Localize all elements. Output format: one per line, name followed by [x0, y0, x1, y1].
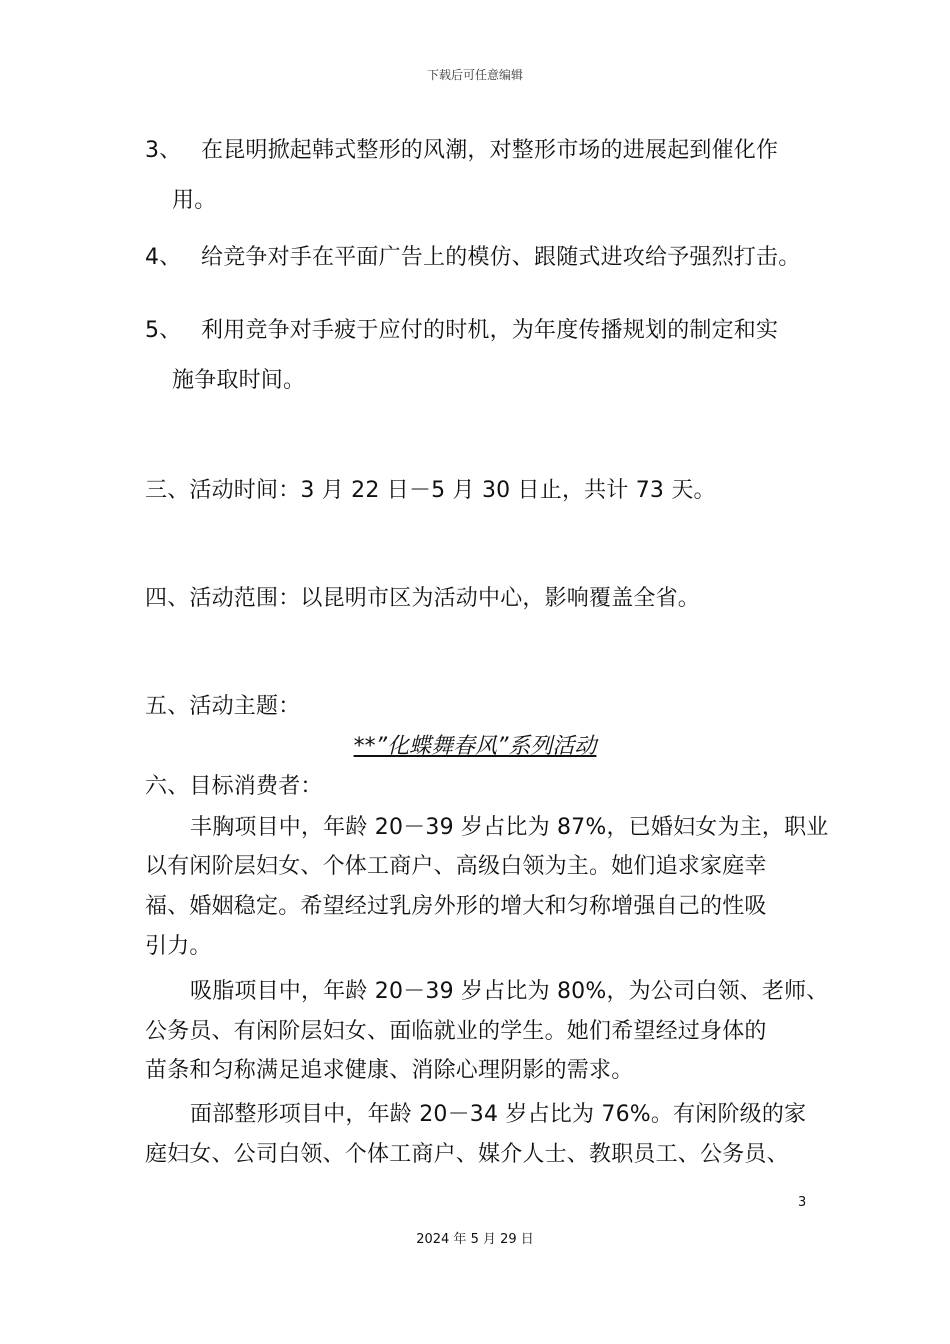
paragraph-liposuction-line: 苗条和匀称满足追求健康、消除心理阴影的需求。 [145, 1058, 634, 1083]
paragraph-breast-line: 以有闲阶层妇女、个体工商户、高级白领为主。她们追求家庭幸 [145, 854, 767, 879]
page-header: 下载后可任意编辑 [426, 68, 523, 82]
paragraph-liposuction-line: 吸脂项目中，年龄 20－39 岁占比为 80%，为公司白领、老师、 [190, 979, 829, 1004]
list-text: 给竞争对手在平面广告上的模仿、跟随式进攻给予强烈打击。 [201, 245, 801, 270]
paragraph-liposuction-line: 公务员、有闲阶层妇女、面临就业的学生。她们希望经过身体的 [145, 1019, 767, 1044]
list-item-5 [145, 316, 778, 346]
activity-theme-title: **”化蝶舞春风”系列活动 [353, 734, 597, 759]
footer-date: 2024 年 5 月 29 日 [416, 1232, 534, 1247]
list-number: 3、 [145, 138, 182, 163]
paragraph-breast-line: 福、婚姻稳定。希望经过乳房外形的增大和匀称增强自己的性吸 [145, 894, 767, 919]
section-target-heading: 六、目标消费者： [145, 774, 323, 799]
list-item-5-continuation: 施争取时间。 [172, 368, 306, 393]
paragraph-breast-line: 引力。 [145, 934, 212, 959]
list-item-3-continuation: 用。 [172, 188, 217, 213]
list-number: 4、 [145, 245, 182, 270]
list-item-4 [145, 243, 800, 273]
page-number: 3 [798, 1195, 807, 1210]
list-item-3 [145, 136, 778, 166]
paragraph-breast-line: 丰胸项目中，年龄 20－39 岁占比为 87%，已婚妇女为主，职业 [190, 815, 829, 840]
list-text: 利用竞争对手疲于应付的时机，为年度传播规划的制定和实 [201, 318, 779, 343]
list-number: 5、 [145, 318, 182, 343]
section-activity-time: 三、活动时间：3 月 22 日－5 月 30 日止，共计 73 天。 [145, 478, 716, 503]
paragraph-facial-line: 面部整形项目中，年龄 20－34 岁占比为 76%。有闲阶级的家 [190, 1102, 807, 1127]
section-activity-scope: 四、活动范围：以昆明市区为活动中心，影响覆盖全省。 [145, 586, 701, 611]
list-text: 在昆明掀起韩式整形的风潮，对整形市场的进展起到催化作 [201, 138, 779, 163]
paragraph-facial-line: 庭妇女、公司白领、个体工商户、媒介人士、教职员工、公务员、 [145, 1142, 789, 1167]
section-theme-heading: 五、活动主题： [145, 694, 301, 719]
